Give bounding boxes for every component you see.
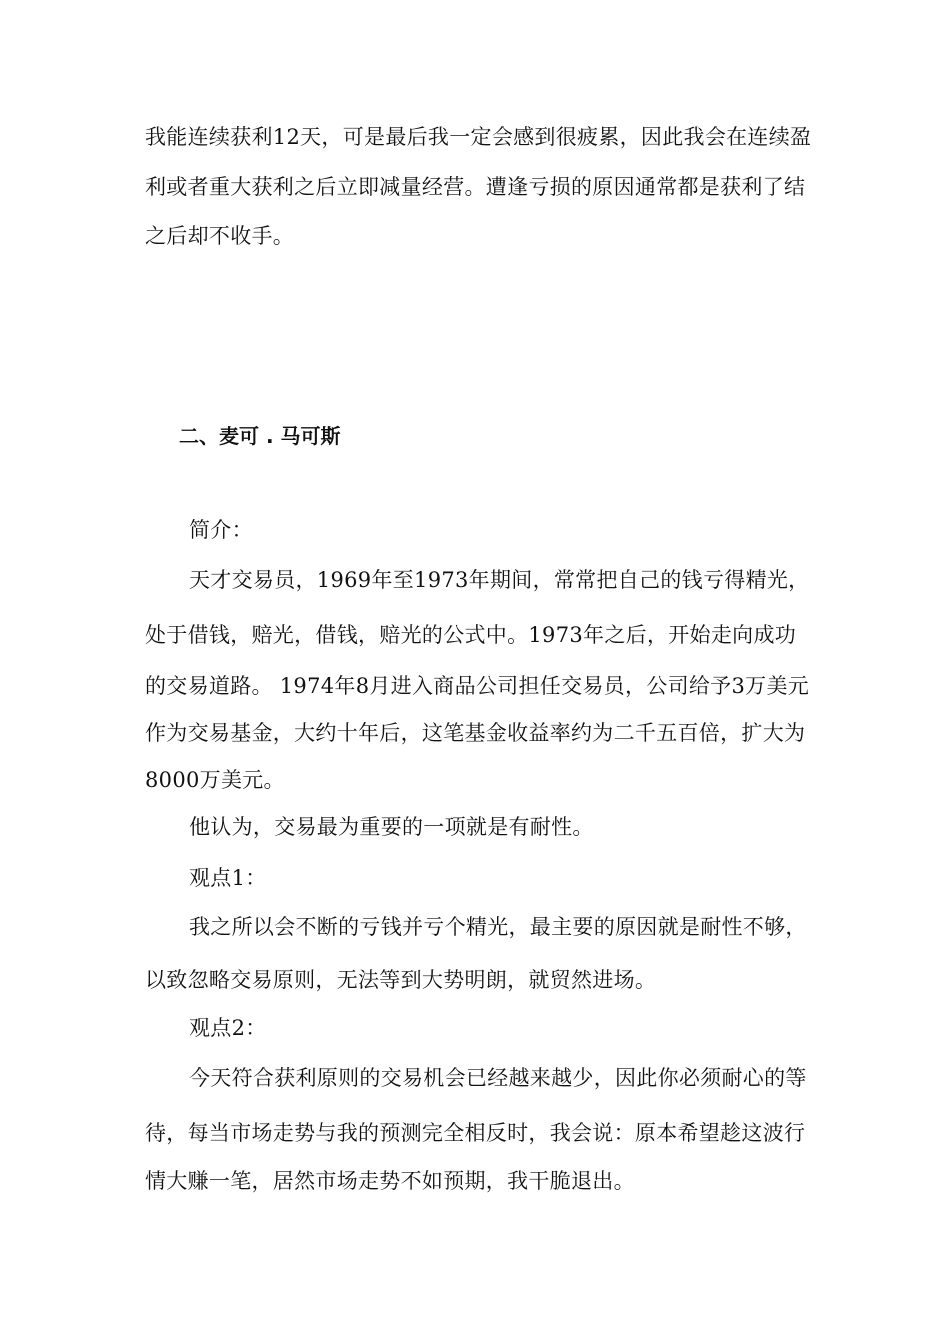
intro-line-5: 8000万美元。 (145, 768, 285, 792)
intro-line-3: 的交易道路。 1974年8月进入商品公司担任交易员，公司给予3万美元 (145, 674, 810, 698)
top-paragraph-line-2: 利或者重大获利之后立即减量经营。遭逢亏损的原因通常都是获利了结 (145, 175, 806, 199)
intro-line-1: 天才交易员，1969年至1973年期间，常常把自己的钱亏得精光， (189, 568, 810, 592)
point1-line-1: 我之所以会不断的亏钱并亏个精光，最主要的原因就是耐性不够， (189, 915, 807, 939)
point2-line-2: 待，每当市场走势与我的预测完全相反时，我会说：原本希望趁这波行 (145, 1121, 806, 1145)
intro-line-4: 作为交易基金，大约十年后，这笔基金收益率约为二千五百倍，扩大为 (145, 721, 806, 745)
top-paragraph-line-3: 之后却不收手。 (145, 224, 295, 248)
section-heading: 二、麦可 . 马可斯 (179, 424, 341, 448)
top-paragraph-line-1: 我能连续获利12天，可是最后我一定会感到很疲累，因此我会在连续盈 (145, 125, 812, 149)
belief-text: 他认为，交易最为重要的一项就是有耐性。 (189, 815, 594, 839)
point2-label: 观点2： (189, 1016, 267, 1040)
point2-line-3: 情大赚一笔，居然市场走势不如预期，我干脆退出。 (145, 1169, 635, 1193)
point1-line-2: 以致忽略交易原则，无法等到大势明朗，就贸然进场。 (145, 968, 657, 992)
point2-line-1: 今天符合获利原则的交易机会已经越来越少，因此你必须耐心的等 (189, 1066, 807, 1090)
intro-line-2: 处于借钱，赔光，借钱，赔光的公式中。1973年之后，开始走向成功 (145, 623, 797, 647)
point1-label: 观点1： (189, 866, 267, 890)
intro-label: 简介： (189, 518, 253, 542)
